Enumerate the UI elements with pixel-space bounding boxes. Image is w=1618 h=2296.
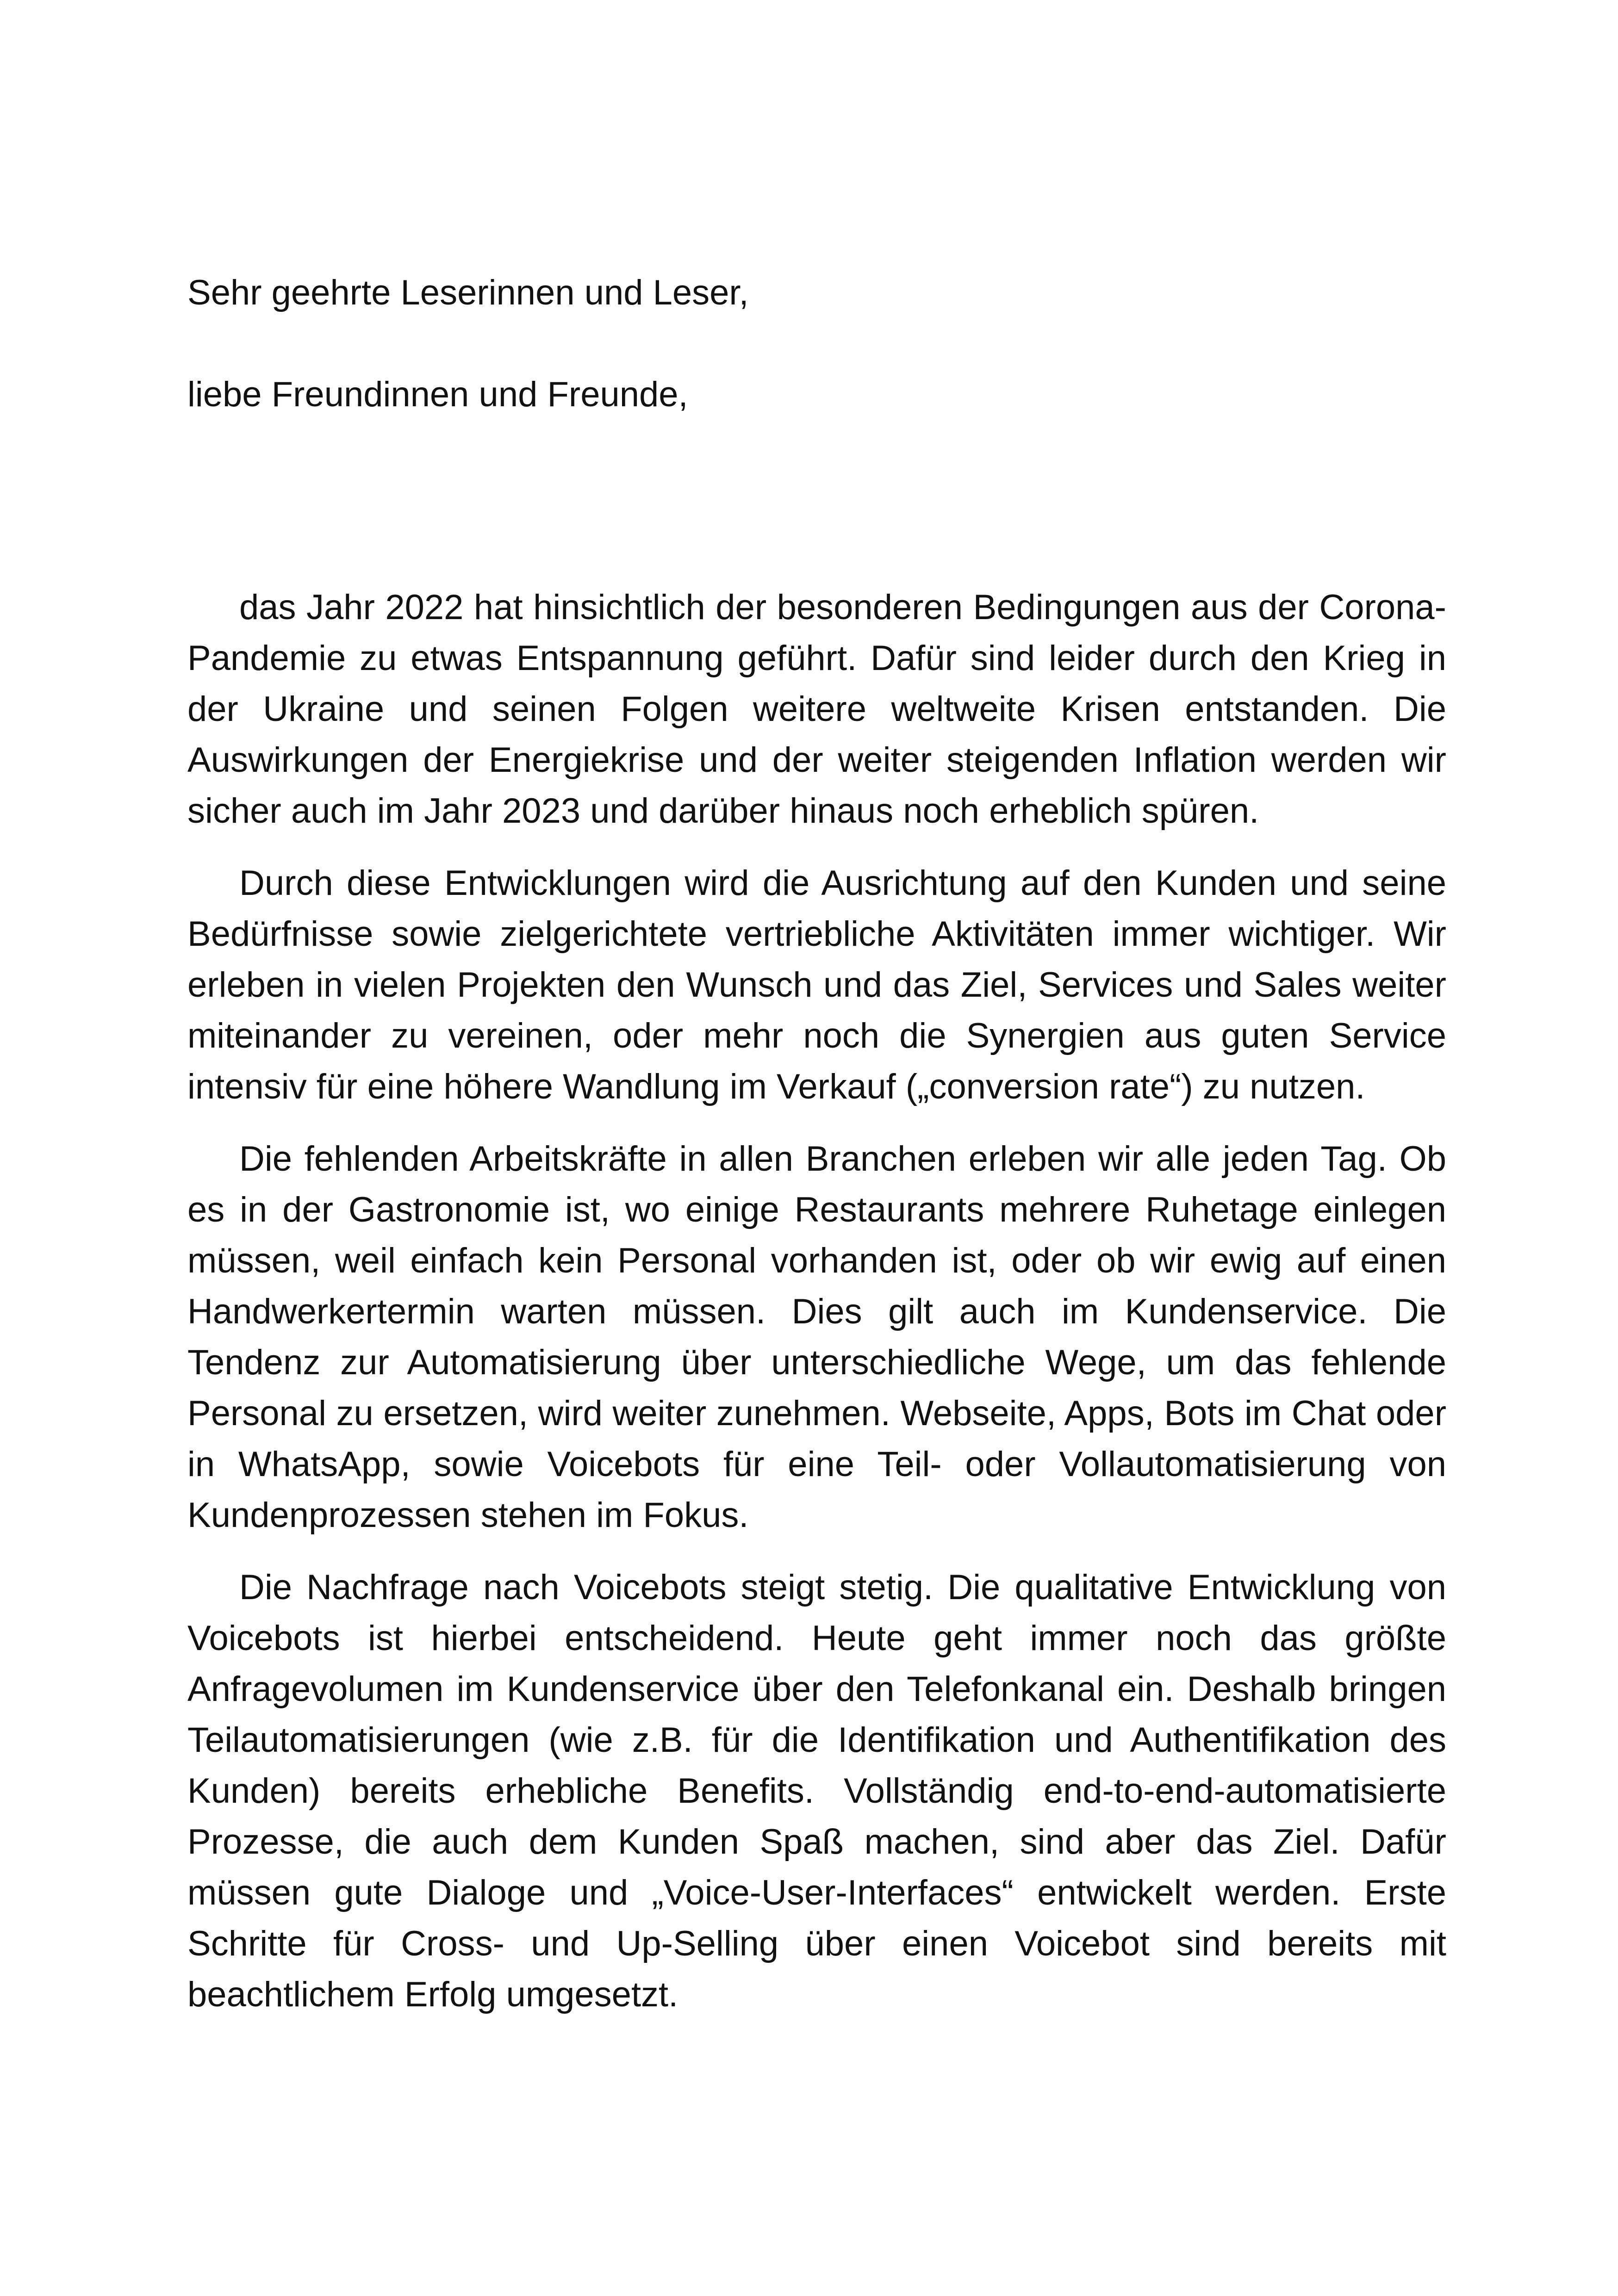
paragraph-4: Die Nachfrage nach Voicebots steigt stetig. Die qualitative Entwicklung von Voicebots ist hierbei entscheidend. Heute geht immer noch das größte Anfragevolumen im Kundenservice über den Telefonkanal ein. Deshalb bringen Teilautomatisierungen (wie z.B. für die Identifikation und Authentifikation des Kunden) bereits erhebliche Benefits. Vollständig end-to-end-automatisierte Prozesse, die auch dem Kunden Spaß machen, sind aber das Ziel. Dafür müssen gute Dialoge und „Voice-User-Interfaces“ entwickelt werden. Erste Schritte für Cross- und Up-Selling über einen Voicebot sind bereits mit beachtlichem Erfolg umgesetzt. <box>187 1568 1446 2014</box>
paragraph-2: Durch diese Entwicklungen wird die Ausrichtung auf den Kunden und seine Bedürfnisse sowie zielgerichtete vertriebliche Aktivitäten immer wichtiger. Wir erleben in vielen Projekten den Wunsch und das Ziel, Services und Sales weiter miteinander zu vereinen, oder mehr noch die Synergien aus guten Service intensiv für eine höhere Wandlung im Verkauf („conversion rate“) zu nutzen. <box>187 863 1446 1106</box>
salutation <box>187 217 1446 471</box>
paragraph-1: das Jahr 2022 hat hinsichtlich der besonderen Bedingungen aus der Corona-Pandemie zu etwas Entspannung geführt. Dafür sind leider durch den Krieg in der Ukraine und seinen Folgen weitere weltweite Krisen entstanden. Die Auswirkungen der Energiekrise und der weiter steigenden Inflation werden wir sicher auch im Jahr 2023 und darüber hinaus noch erheblich spüren. <box>187 588 1446 831</box>
salutation-line-2: liebe Freundinnen und Freunde, <box>187 375 688 414</box>
letter-paragraphs <box>187 582 1446 2020</box>
salutation-line-1: Sehr geehrte Leserinnen und Leser, <box>187 273 749 312</box>
paragraph-3: Die fehlenden Arbeitskräfte in allen Branchen erleben wir alle jeden Tag. Ob es in der Gastronomie ist, wo einige Restaurants mehrere Ruhetage einlegen müssen, weil einfach kein Personal vorhanden ist, oder ob wir ewig auf einen Handwerkertermin warten müssen. Dies gilt auch im Kundenservice. Die Tendenz zur Automatisierung über unterschiedliche Wege, um das fehlende Personal zu ersetzen, wird weiter zunehmen. Webseite, Apps, Bots im Chat oder in WhatsApp, sowie Voicebots für eine Teil- oder Vollautomatisierung von Kundenprozessen stehen im Fokus. <box>187 1139 1446 1535</box>
letter-body <box>187 217 1446 2042</box>
